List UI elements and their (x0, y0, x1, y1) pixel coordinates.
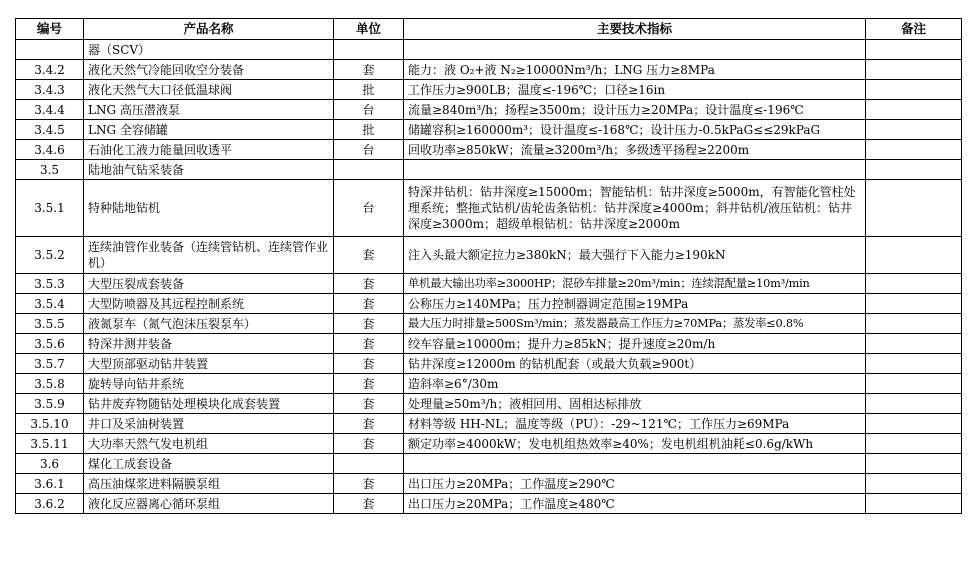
table-row (16, 237, 962, 274)
table-row (16, 354, 962, 374)
row-note (866, 314, 962, 334)
row-name: 大型顶部驱动钻井装置 (84, 354, 334, 374)
row-note (866, 100, 962, 120)
row-spec: 出口压力≥20MPa；工作温度≥290℃ (404, 474, 866, 494)
row-name: 高压油煤浆进料隔膜泵组 (84, 474, 334, 494)
row-name: 大型防喷器及其远程控制系统 (84, 294, 334, 314)
row-no: 3.4.2 (16, 60, 84, 80)
row-note (866, 40, 962, 60)
row-name: 井口及采油树装置 (84, 414, 334, 434)
row-note (866, 354, 962, 374)
row-name: LNG 高压潜液泵 (84, 100, 334, 120)
table-row (16, 334, 962, 354)
row-note (866, 180, 962, 237)
row-spec: 材料等级 HH-NL；温度等级（PU）：-29~121℃；工作压力≥69MPa (404, 414, 866, 434)
row-name: 器（SCV） (84, 40, 334, 60)
equipment-table (15, 18, 962, 514)
row-note (866, 334, 962, 354)
row-name: 特种陆地钻机 (84, 180, 334, 237)
table-row (16, 140, 962, 160)
section-no: 3.5 (16, 160, 84, 180)
section-no: 3.6 (16, 454, 84, 474)
table-row (16, 60, 962, 80)
row-spec: 储罐容积≥160000m³；设计温度≤-168℃；设计压力-0.5kPaG≤≤29kPaG (404, 120, 866, 140)
row-note (866, 274, 962, 294)
row-name: LNG 全容储罐 (84, 120, 334, 140)
row-name: 液化反应器离心循环泵组 (84, 494, 334, 514)
row-note (866, 120, 962, 140)
row-name: 特深井测井装备 (84, 334, 334, 354)
row-unit: 套 (334, 414, 404, 434)
row-no: 3.5.10 (16, 414, 84, 434)
row-name: 液氮泵车（氮气泡沫压裂泵车） (84, 314, 334, 334)
row-unit: 套 (334, 60, 404, 80)
row-note (866, 414, 962, 434)
table-row (16, 40, 962, 60)
row-spec: 最大压力时排量≥500Sm³/min；蒸发器最高工作压力≥70MPa；蒸发率≤0.8% (404, 314, 866, 334)
row-unit: 批 (334, 120, 404, 140)
section-row (16, 160, 962, 180)
row-no: 3.5.8 (16, 374, 84, 394)
table-row (16, 434, 962, 454)
row-spec: 公称压力≥140MPa；压力控制器调定范围≥19MPa (404, 294, 866, 314)
row-note (866, 474, 962, 494)
row-spec: 单机最大输出功率≥3000HP；混砂车排量≥20m³/min；连续混配量≥10m³/min (404, 274, 866, 294)
table-row (16, 294, 962, 314)
row-note (866, 494, 962, 514)
row-unit: 套 (334, 474, 404, 494)
row-unit: 台 (334, 100, 404, 120)
row-note (866, 454, 962, 474)
row-spec: 能力：液 O₂+液 N₂≥10000Nm³/h；LNG 压力≥8MPa (404, 60, 866, 80)
row-spec: 造斜率≥6°/30m (404, 374, 866, 394)
row-no: 3.5.6 (16, 334, 84, 354)
row-unit (334, 160, 404, 180)
row-unit: 套 (334, 374, 404, 394)
section-name: 陆地油气钻采装备 (84, 160, 334, 180)
row-unit (334, 454, 404, 474)
row-unit: 台 (334, 180, 404, 237)
table-row (16, 394, 962, 414)
row-no: 3.5.5 (16, 314, 84, 334)
row-unit: 套 (334, 314, 404, 334)
row-name: 旋转导向钻井系统 (84, 374, 334, 394)
table-row (16, 474, 962, 494)
row-spec: 绞车容量≥10000m；提升力≥85kN；提升速度≥20m/h (404, 334, 866, 354)
row-unit (334, 40, 404, 60)
header-note: 备注 (866, 19, 962, 40)
table-header-row (16, 19, 962, 40)
table-row (16, 100, 962, 120)
row-spec: 特深井钻机：钻井深度≥15000m；智能钻机：钻井深度≥5000m，有智能化管柱处理系统；整拖式钻机/齿轮齿条钻机：钻井深度≥4000m；斜井钻机/液压钻机：钻井深度≥3000m；超级单根钻机：钻井深度≥2000m (404, 180, 866, 237)
row-no: 3.6.2 (16, 494, 84, 514)
row-note (866, 60, 962, 80)
row-unit: 套 (334, 294, 404, 314)
table-row (16, 314, 962, 334)
section-row (16, 454, 962, 474)
row-no: 3.5.9 (16, 394, 84, 414)
row-no: 3.4.6 (16, 140, 84, 160)
row-spec: 流量≥840m³/h；扬程≥3500m；设计压力≥20MPa；设计温度≤-196℃ (404, 100, 866, 120)
row-spec (404, 40, 866, 60)
row-spec: 工作压力≥900LB；温度≤-196℃；口径≥16in (404, 80, 866, 100)
table-row (16, 120, 962, 140)
row-unit: 套 (334, 274, 404, 294)
row-unit: 套 (334, 394, 404, 414)
row-name: 钻井废弃物随钻处理模块化成套装置 (84, 394, 334, 414)
row-note (866, 434, 962, 454)
row-name: 大型压裂成套装备 (84, 274, 334, 294)
row-note (866, 160, 962, 180)
row-spec (404, 454, 866, 474)
row-unit: 套 (334, 334, 404, 354)
row-name: 液化天然气大口径低温球阀 (84, 80, 334, 100)
header-unit: 单位 (334, 19, 404, 40)
row-spec: 钻井深度≥12000m 的钻机配套（或最大负载≥900t） (404, 354, 866, 374)
row-spec: 额定功率≥4000kW；发电机组热效率≥40%；发电机组机油耗≤0.6g/kWh (404, 434, 866, 454)
row-no: 3.4.4 (16, 100, 84, 120)
row-no: 3.5.1 (16, 180, 84, 237)
row-no: 3.5.3 (16, 274, 84, 294)
row-no: 3.6.1 (16, 474, 84, 494)
row-unit: 套 (334, 354, 404, 374)
row-name: 连续油管作业装备（连续管钻机、连续管作业机） (84, 237, 334, 274)
row-note (866, 237, 962, 274)
table-row (16, 80, 962, 100)
table-row (16, 374, 962, 394)
header-no: 编号 (16, 19, 84, 40)
row-note (866, 374, 962, 394)
row-note (866, 294, 962, 314)
header-name: 产品名称 (84, 19, 334, 40)
row-spec: 回收功率≥850kW；流量≥3200m³/h；多级透平扬程≥2200m (404, 140, 866, 160)
row-note (866, 80, 962, 100)
row-note (866, 394, 962, 414)
row-unit: 批 (334, 80, 404, 100)
row-no: 3.5.2 (16, 237, 84, 274)
table-row (16, 274, 962, 294)
row-no (16, 40, 84, 60)
table-row (16, 414, 962, 434)
row-no: 3.4.5 (16, 120, 84, 140)
row-no: 3.5.7 (16, 354, 84, 374)
row-unit: 套 (334, 434, 404, 454)
row-spec: 出口压力≥20MPa；工作温度≥480℃ (404, 494, 866, 514)
table-row (16, 494, 962, 514)
row-name: 液化天然气冷能回收空分装备 (84, 60, 334, 80)
row-spec: 处理量≥50m³/h；液相回用、固相达标排放 (404, 394, 866, 414)
section-name: 煤化工成套设备 (84, 454, 334, 474)
table-row (16, 180, 962, 237)
row-note (866, 140, 962, 160)
row-unit: 台 (334, 140, 404, 160)
row-no: 3.4.3 (16, 80, 84, 100)
row-name: 石油化工液力能量回收透平 (84, 140, 334, 160)
row-no: 3.5.4 (16, 294, 84, 314)
row-no: 3.5.11 (16, 434, 84, 454)
row-spec: 注入头最大额定拉力≥380kN；最大强行下入能力≥190kN (404, 237, 866, 274)
header-spec: 主要技术指标 (404, 19, 866, 40)
row-unit: 套 (334, 237, 404, 274)
row-spec (404, 160, 866, 180)
row-unit: 套 (334, 494, 404, 514)
row-name: 大功率天然气发电机组 (84, 434, 334, 454)
